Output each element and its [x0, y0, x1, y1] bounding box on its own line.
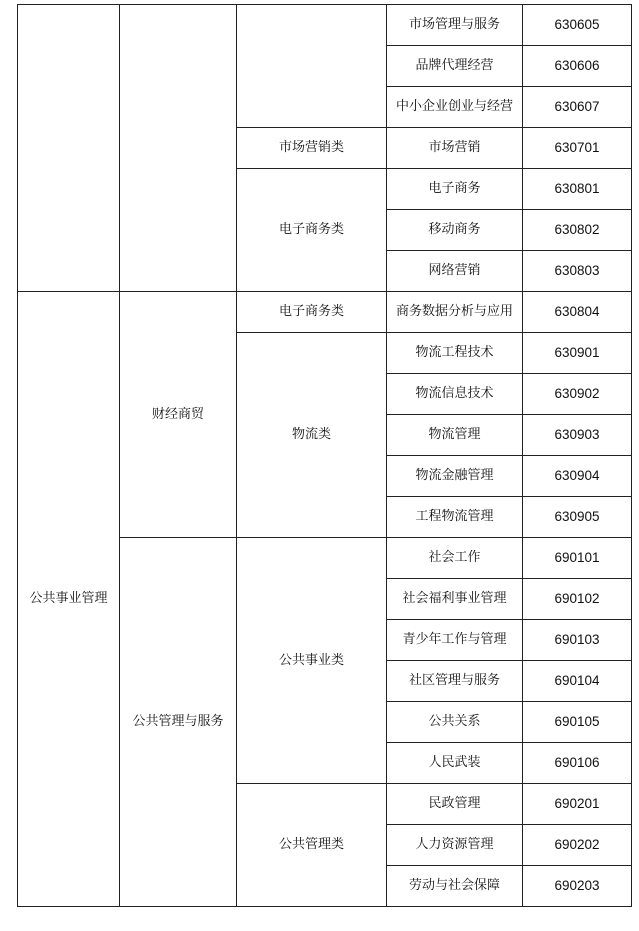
group-c-cell: 电子商务类: [237, 169, 387, 292]
major-code-cell: 690105: [523, 702, 632, 743]
major-code-cell: 690103: [523, 620, 632, 661]
major-name-cell: 物流工程技术: [387, 333, 523, 374]
major-code-cell: 630802: [523, 210, 632, 251]
major-code-cell: 630904: [523, 456, 632, 497]
table-row: [18, 5, 632, 46]
major-code-cell: 690102: [523, 579, 632, 620]
major-name-cell: 人民武装: [387, 743, 523, 784]
major-name-cell: 劳动与社会保障: [387, 866, 523, 907]
major-name-cell: 物流管理: [387, 415, 523, 456]
group-c-cell: 市场营销类: [237, 128, 387, 169]
major-code-cell: 690201: [523, 784, 632, 825]
major-name-cell: 品牌代理经营: [387, 46, 523, 87]
major-code-cell: 630902: [523, 374, 632, 415]
major-code-cell: 690202: [523, 825, 632, 866]
major-code-cell: 630903: [523, 415, 632, 456]
major-code-cell: 630804: [523, 292, 632, 333]
group-b-cell: 公共管理与服务: [120, 538, 237, 907]
major-code-cell: 630905: [523, 497, 632, 538]
major-name-cell: 移动商务: [387, 210, 523, 251]
major-catalog-table: [17, 4, 632, 907]
group-a-cell: [18, 5, 120, 292]
major-name-cell: 市场营销: [387, 128, 523, 169]
group-b-cell: 财经商贸: [120, 292, 237, 538]
table-row: [18, 292, 632, 333]
major-name-cell: 社会工作: [387, 538, 523, 579]
major-name-cell: 电子商务: [387, 169, 523, 210]
major-name-cell: 人力资源管理: [387, 825, 523, 866]
group-c-cell: 公共管理类: [237, 784, 387, 907]
major-code-cell: 690106: [523, 743, 632, 784]
major-code-cell: 630901: [523, 333, 632, 374]
major-name-cell: 物流金融管理: [387, 456, 523, 497]
major-name-cell: 市场管理与服务: [387, 5, 523, 46]
group-b-cell: [120, 5, 237, 292]
group-c-cell: 物流类: [237, 333, 387, 538]
major-code-cell: 690101: [523, 538, 632, 579]
major-name-cell: 物流信息技术: [387, 374, 523, 415]
major-code-cell: 630606: [523, 46, 632, 87]
major-code-cell: 630803: [523, 251, 632, 292]
major-name-cell: 网络营销: [387, 251, 523, 292]
major-name-cell: 公共关系: [387, 702, 523, 743]
group-c-cell: [237, 5, 387, 128]
major-name-cell: 民政管理: [387, 784, 523, 825]
major-name-cell: 社区管理与服务: [387, 661, 523, 702]
group-c-cell: 公共事业类: [237, 538, 387, 784]
major-name-cell: 青少年工作与管理: [387, 620, 523, 661]
major-code-cell: 690104: [523, 661, 632, 702]
major-code-cell: 630801: [523, 169, 632, 210]
major-name-cell: 商务数据分析与应用: [387, 292, 523, 333]
group-c-cell: 电子商务类: [237, 292, 387, 333]
group-a-cell: 公共事业管理: [18, 292, 120, 907]
major-name-cell: 社会福利事业管理: [387, 579, 523, 620]
major-code-cell: 690203: [523, 866, 632, 907]
major-code-cell: 630701: [523, 128, 632, 169]
major-code-cell: 630605: [523, 5, 632, 46]
major-name-cell: 工程物流管理: [387, 497, 523, 538]
major-name-cell: 中小企业创业与经营: [387, 87, 523, 128]
major-code-cell: 630607: [523, 87, 632, 128]
